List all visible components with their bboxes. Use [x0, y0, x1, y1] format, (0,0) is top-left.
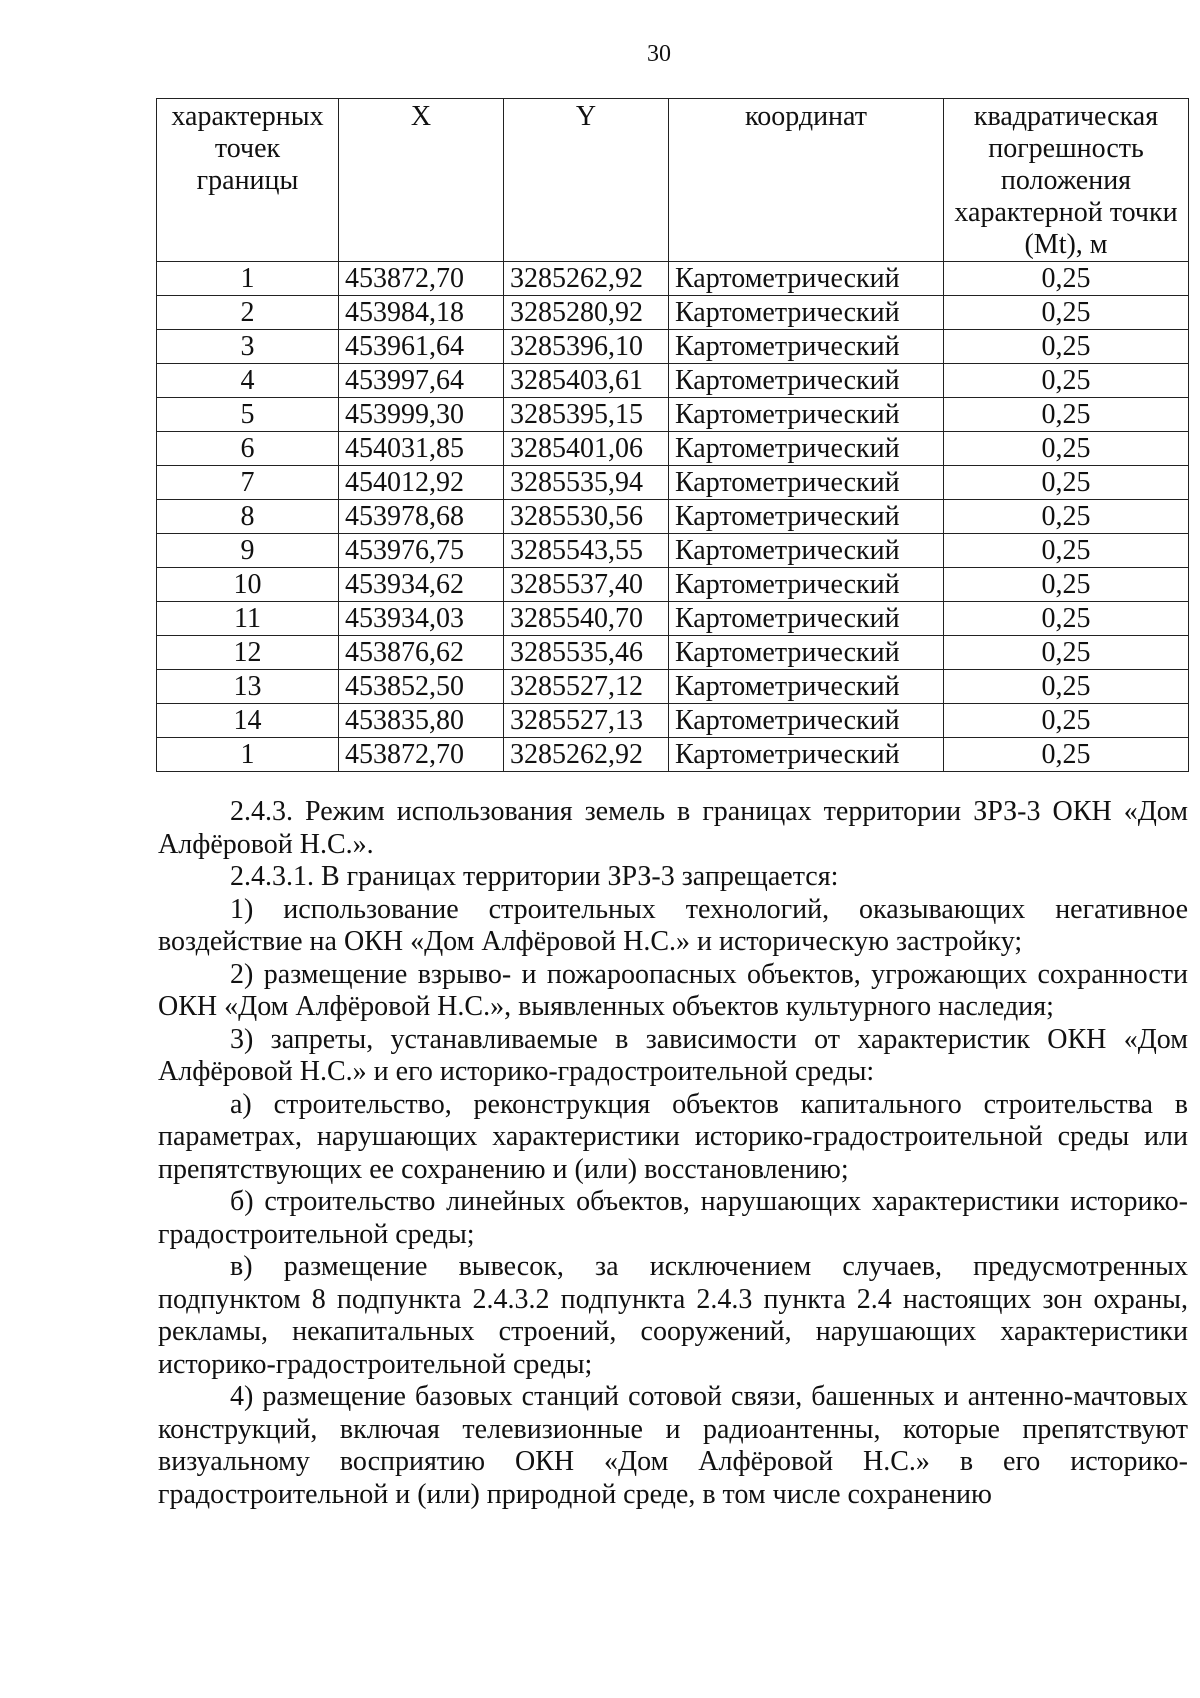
- point-number-cell: 14: [157, 704, 339, 738]
- error-cell: 0,25: [944, 398, 1189, 432]
- error-cell: 0,25: [944, 568, 1189, 602]
- x-coordinate-cell: 453876,62: [339, 636, 504, 670]
- paragraph: а) строительство, реконструкция объектов капитального строительства в параметрах, нарушающих характеристики историко-градостроительной среды или препятствующих ее сохранению и (или) восстановлению;: [158, 1088, 1188, 1185]
- point-number-cell: 11: [157, 602, 339, 636]
- paragraph: 2) размещение взрыво- и пожароопасных объектов, угрожающих сохранности ОКН «Дом Алфёровой Н.С.», выявленных объектов культурного наследия;: [158, 958, 1188, 1022]
- table-row: [157, 262, 1189, 296]
- y-coordinate-cell: 3285540,70: [504, 602, 669, 636]
- table-row: [157, 704, 1189, 738]
- x-coordinate-cell: 453872,70: [339, 738, 504, 772]
- table-row: [157, 602, 1189, 636]
- error-cell: 0,25: [944, 432, 1189, 466]
- method-cell: Картометрический: [669, 262, 944, 296]
- header-x: X: [339, 99, 504, 262]
- method-cell: Картометрический: [669, 500, 944, 534]
- point-number-cell: 4: [157, 364, 339, 398]
- error-cell: 0,25: [944, 500, 1189, 534]
- table-row: [157, 568, 1189, 602]
- point-number-cell: 9: [157, 534, 339, 568]
- paragraph: 4) размещение базовых станций сотовой связи, башенных и антенно-мачтовых конструкций, включая телевизионные и радиоантенны, которые препятствуют визуальному восприятию ОКН «Дом Алфёровой Н.С.» в его историко-градостроительной и (или) природной среде, в том числе сохранению: [158, 1381, 1188, 1510]
- header-points: характерных точек границы: [157, 99, 339, 262]
- header-y: Y: [504, 99, 669, 262]
- table-row: [157, 296, 1189, 330]
- paragraph: 1) использование строительных технологий, оказывающих негативное воздействие на ОКН «Дом Алфёровой Н.С.» и историческую застройку;: [158, 893, 1188, 957]
- error-cell: 0,25: [944, 296, 1189, 330]
- table-row: [157, 432, 1189, 466]
- error-cell: 0,25: [944, 330, 1189, 364]
- point-number-cell: 12: [157, 636, 339, 670]
- error-cell: 0,25: [944, 466, 1189, 500]
- y-coordinate-cell: 3285527,12: [504, 670, 669, 704]
- y-coordinate-cell: 3285262,92: [504, 262, 669, 296]
- table-row: [157, 534, 1189, 568]
- point-number-cell: 7: [157, 466, 339, 500]
- error-cell: 0,25: [944, 670, 1189, 704]
- table-header-row: [157, 99, 1189, 262]
- y-coordinate-cell: 3285535,46: [504, 636, 669, 670]
- method-cell: Картометрический: [669, 398, 944, 432]
- x-coordinate-cell: 453976,75: [339, 534, 504, 568]
- error-cell: 0,25: [944, 704, 1189, 738]
- coordinates-table: [156, 98, 1189, 772]
- table-row: [157, 466, 1189, 500]
- table-row: [157, 738, 1189, 772]
- x-coordinate-cell: 454031,85: [339, 432, 504, 466]
- paragraph: 3) запреты, устанавливаемые в зависимости от характеристик ОКН «Дом Алфёровой Н.С.» и его историко-градостроительной среды:: [158, 1023, 1188, 1087]
- point-number-cell: 5: [157, 398, 339, 432]
- error-cell: 0,25: [944, 636, 1189, 670]
- paragraph: в) размещение вывесок, за исключением случаев, предусмотренных подпунктом 8 подпункта 2.4.3.2 подпункта 2.4.3 пункта 2.4 настоящих зон охраны, рекламы, некапитальных строений, сооружений, нарушающих характеристики историко-градостроительной среды;: [158, 1251, 1188, 1380]
- y-coordinate-cell: 3285403,61: [504, 364, 669, 398]
- point-number-cell: 1: [157, 738, 339, 772]
- method-cell: Картометрический: [669, 602, 944, 636]
- table-row: [157, 670, 1189, 704]
- point-number-cell: 2: [157, 296, 339, 330]
- header-method: координат: [669, 99, 944, 262]
- table-row: [157, 364, 1189, 398]
- x-coordinate-cell: 453999,30: [339, 398, 504, 432]
- x-coordinate-cell: 453997,64: [339, 364, 504, 398]
- y-coordinate-cell: 3285396,10: [504, 330, 669, 364]
- method-cell: Картометрический: [669, 296, 944, 330]
- error-cell: 0,25: [944, 738, 1189, 772]
- method-cell: Картометрический: [669, 432, 944, 466]
- point-number-cell: 13: [157, 670, 339, 704]
- method-cell: Картометрический: [669, 568, 944, 602]
- x-coordinate-cell: 453835,80: [339, 704, 504, 738]
- error-cell: 0,25: [944, 364, 1189, 398]
- table-row: [157, 330, 1189, 364]
- method-cell: Картометрический: [669, 670, 944, 704]
- y-coordinate-cell: 3285262,92: [504, 738, 669, 772]
- method-cell: Картометрический: [669, 364, 944, 398]
- method-cell: Картометрический: [669, 738, 944, 772]
- point-number-cell: 3: [157, 330, 339, 364]
- point-number-cell: 6: [157, 432, 339, 466]
- y-coordinate-cell: 3285280,92: [504, 296, 669, 330]
- x-coordinate-cell: 453934,62: [339, 568, 504, 602]
- x-coordinate-cell: 453978,68: [339, 500, 504, 534]
- y-coordinate-cell: 3285537,40: [504, 568, 669, 602]
- method-cell: Картометрический: [669, 466, 944, 500]
- y-coordinate-cell: 3285530,56: [504, 500, 669, 534]
- error-cell: 0,25: [944, 534, 1189, 568]
- x-coordinate-cell: 453984,18: [339, 296, 504, 330]
- page-number: 30: [647, 41, 671, 67]
- document-body: [158, 796, 1188, 1511]
- method-cell: Картометрический: [669, 704, 944, 738]
- x-coordinate-cell: 453872,70: [339, 262, 504, 296]
- point-number-cell: 1: [157, 262, 339, 296]
- error-cell: 0,25: [944, 602, 1189, 636]
- x-coordinate-cell: 453961,64: [339, 330, 504, 364]
- point-number-cell: 8: [157, 500, 339, 534]
- table-row: [157, 500, 1189, 534]
- y-coordinate-cell: 3285543,55: [504, 534, 669, 568]
- x-coordinate-cell: 453934,03: [339, 602, 504, 636]
- method-cell: Картометрический: [669, 534, 944, 568]
- paragraph: б) строительство линейных объектов, нарушающих характеристики историко-градостроительной среды;: [158, 1186, 1188, 1250]
- table-row: [157, 636, 1189, 670]
- header-error: квадратическая погрешность положения характерной точки (Mt), м: [944, 99, 1189, 262]
- table-row: [157, 398, 1189, 432]
- x-coordinate-cell: 454012,92: [339, 466, 504, 500]
- method-cell: Картометрический: [669, 330, 944, 364]
- error-cell: 0,25: [944, 262, 1189, 296]
- y-coordinate-cell: 3285395,15: [504, 398, 669, 432]
- y-coordinate-cell: 3285535,94: [504, 466, 669, 500]
- y-coordinate-cell: 3285527,13: [504, 704, 669, 738]
- paragraph: 2.4.3.1. В границах территории ЗРЗ-3 запрещается:: [230, 861, 839, 892]
- method-cell: Картометрический: [669, 636, 944, 670]
- point-number-cell: 10: [157, 568, 339, 602]
- table-body: [157, 262, 1189, 772]
- y-coordinate-cell: 3285401,06: [504, 432, 669, 466]
- paragraph: 2.4.3. Режим использования земель в границах территории ЗРЗ-3 ОКН «Дом Алфёровой Н.С.».: [158, 796, 1188, 860]
- x-coordinate-cell: 453852,50: [339, 670, 504, 704]
